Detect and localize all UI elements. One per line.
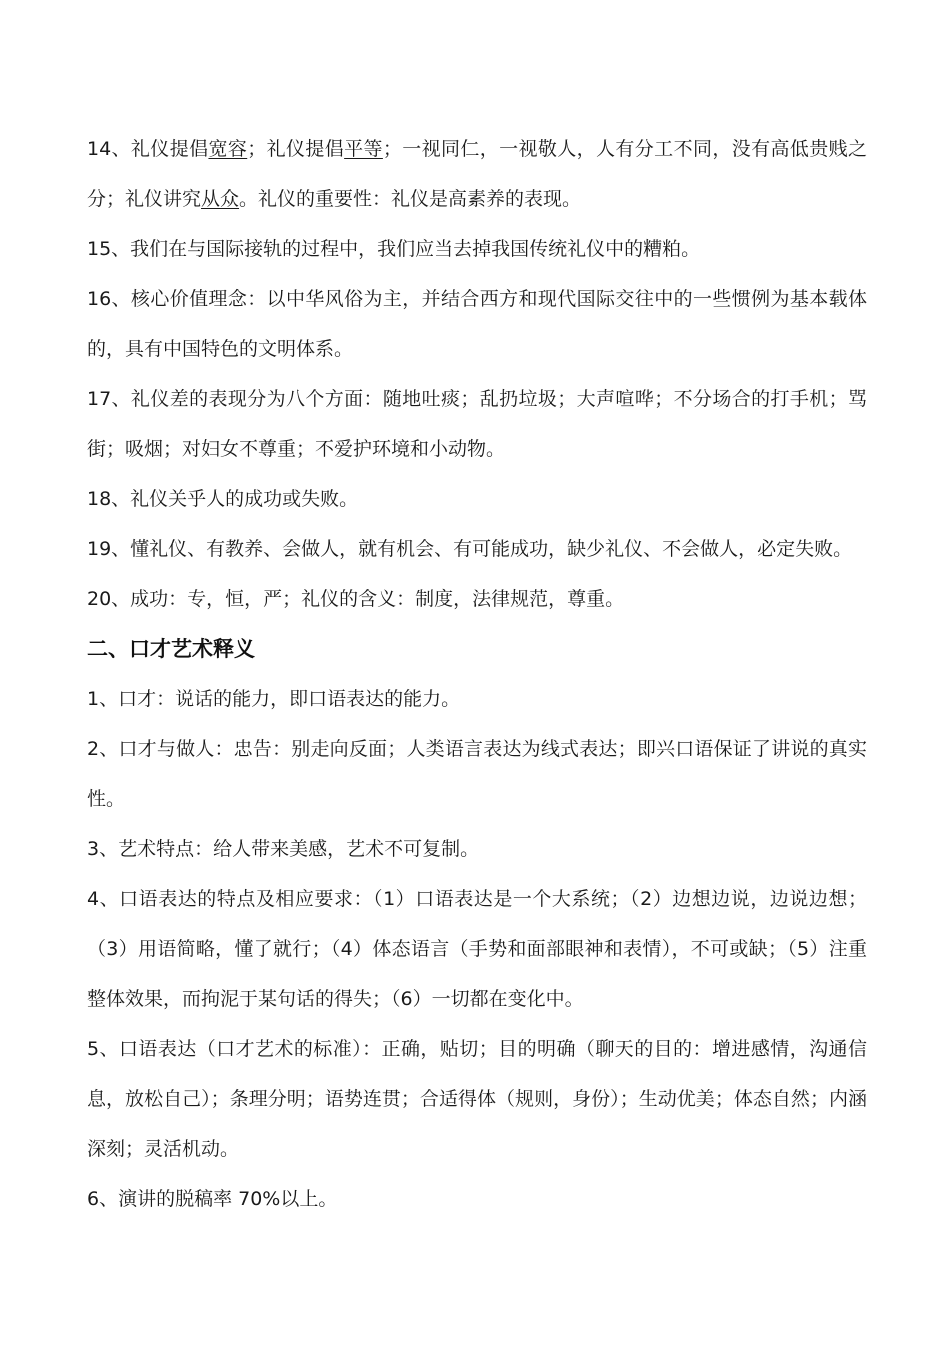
item-15: 15、我们在与国际接轨的过程中，我们应当去掉我国传统礼仪中的糟粕。 — [87, 238, 701, 260]
section-heading-eloquence: 二、口才艺术释义 — [87, 637, 255, 661]
item-19: 19、懂礼仪、有教养、会做人，就有机会、有可能成功，缺少礼仪、不会做人，必定失败。 — [87, 538, 853, 560]
eloquence-item-3: 3、艺术特点：给人带来美感，艺术不可复制。 — [87, 838, 480, 860]
underlined-equality: 平等 — [344, 138, 383, 160]
item-20: 20、成功：专，恒，严；礼仪的含义：制度，法律规范，尊重。 — [87, 588, 625, 610]
eloquence-item-4: 4、口语表达的特点及相应要求：（1）口语表达是一个大系统；（2）边想边说，边说边想；（3）用语简略，懂了就行；（4）体态语言（手势和面部眼神和表情），不可或缺；（5）注重整体效果，而拘泥于某句话的得失；（6）一切都在变化中。 — [87, 888, 867, 1010]
item-16: 16、核心价值理念：以中华风俗为主，并结合西方和现代国际交往中的一些惯例为基本载体的，具有中国特色的文明体系。 — [87, 288, 867, 360]
item-18: 18、礼仪关乎人的成功或失败。 — [87, 488, 359, 510]
item-14-text-c: ；一视同仁，一视敬人，人有分工不同，没有高低贵贱之分；礼仪讲究 — [87, 138, 867, 210]
eloquence-item-6: 6、演讲的脱稿率 70%以上。 — [87, 1188, 338, 1210]
item-14 — [87, 124, 867, 224]
item-14-text-b: ；礼仪提倡 — [247, 138, 345, 160]
eloquence-item-2: 2、口才与做人：忠告：别走向反面；人类语言表达为线式表达；即兴口语保证了讲说的真实性。 — [87, 738, 867, 810]
item-14-text-a: 14、礼仪提倡 — [87, 138, 209, 160]
item-17: 17、礼仪差的表现分为八个方面：随地吐痰；乱扔垃圾；大声喧哗；不分场合的打手机；骂街；吸烟；对妇女不尊重；不爱护环境和小动物。 — [87, 388, 867, 460]
document-body — [87, 124, 867, 1224]
eloquence-item-5: 5、口语表达（口才艺术的标准）：正确，贴切；目的明确（聊天的目的：增进感情，沟通信息，放松自己）；条理分明；语势连贯；合适得体（规则，身份）；生动优美；体态自然；内涵深刻；灵活机动。 — [87, 1038, 867, 1160]
eloquence-item-1: 1、口才：说话的能力，即口语表达的能力。 — [87, 688, 461, 710]
item-14-text-d: 。礼仪的重要性：礼仪是高素养的表现。 — [239, 188, 582, 210]
underlined-tolerance: 宽容 — [208, 138, 248, 160]
underlined-conformity: 从众 — [201, 188, 240, 210]
